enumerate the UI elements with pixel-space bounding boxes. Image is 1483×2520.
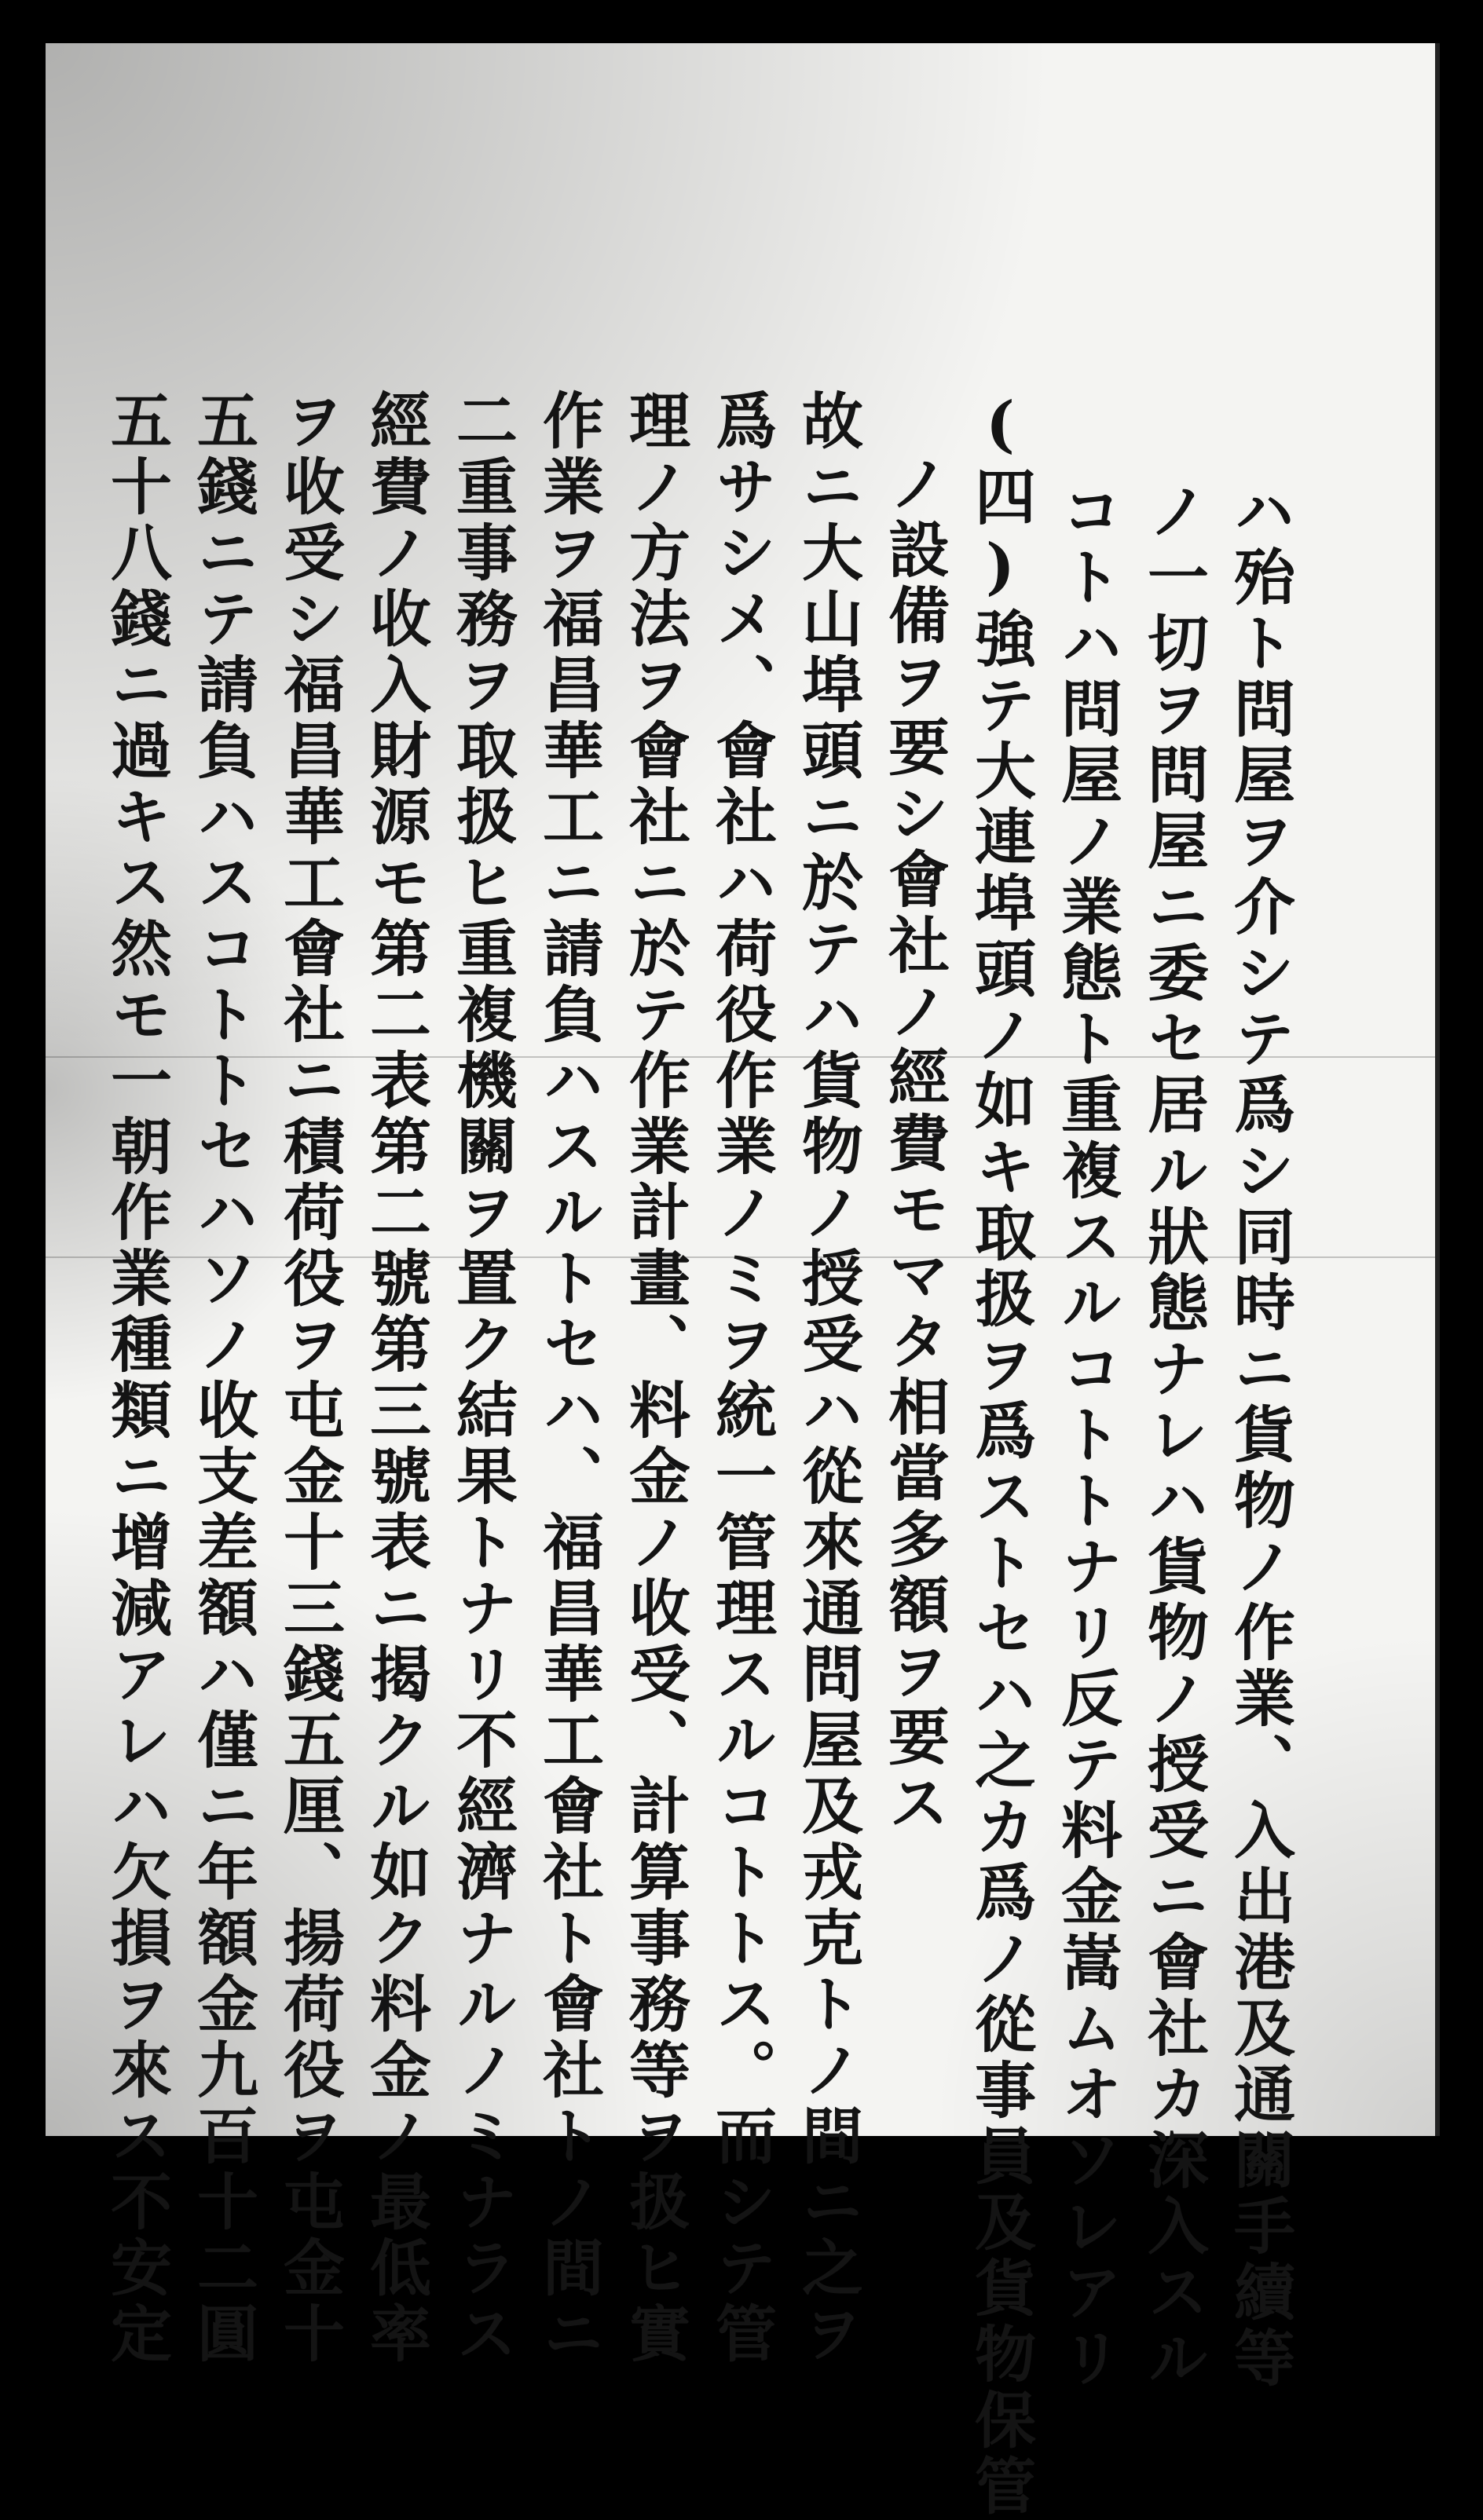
text-column-1: ハ殆ト問屋ヲ介シテ爲シ同時ニ貨物ノ作業、入出港及通關手續等: [1224, 479, 1295, 2392]
text-column-3: コトハ問屋ノ業態ト重複スルコトトナリ反テ料金嵩ムオソレアリ: [1051, 479, 1122, 2392]
text-column-6: 故ニ大山埠頭ニ於テハ貨物ノ授受ハ從來通問屋及戎克トノ間ニ之ヲ: [792, 389, 863, 2368]
text-column-9: 作業ヲ福昌華工ニ請負ハスルトセハ、福昌華工會社ト會社トノ間ニ: [533, 389, 604, 2368]
text-column-8: 理ノ方法ヲ會社ニ於テ作業計畫、料金ノ收受、計算事務等ヲ扱ヒ實: [619, 389, 690, 2368]
body-text: [101, 389, 1302, 2520]
text-column-2: ノ一切ヲ問屋ニ委セ居ル狀態ナレハ貨物ノ授受ニ會社カ深入スル: [1137, 479, 1209, 2392]
text-column-5: ノ設備ヲ要シ會社ノ經費モマタ相當多額ヲ要ス: [878, 452, 950, 1837]
text-column-13: 五錢ニテ請負ハスコトトセハソノ收支差額ハ僅ニ年額金九百十二圓: [187, 389, 258, 2368]
text-column-11: 經費ノ收入財源モ第二表第二號第三號表ニ揭クル如ク料金ノ最低率: [360, 389, 431, 2368]
text-column-4: (四)強テ大連埠頭ノ如キ取扱ヲ爲ストセハ之カ爲ノ從事員及貨物保管: [965, 389, 1036, 2520]
text-column-7: 爲サシメ、會社ハ荷役作業ノミヲ統一管理スルコトトス。而シテ管: [705, 389, 777, 2368]
text-column-12: ヲ收受シ福昌華工會社ニ積荷役ヲ屯金十三錢五厘、揚荷役ヲ屯金十: [273, 389, 345, 2368]
text-column-14: 五十八錢ニ過キス然モ一朝作業種類ニ增減アレハ欠損ヲ來ス不安定: [101, 389, 172, 2368]
text-column-10: 二重事務ヲ取扱ヒ重複機關ヲ置ク結果トナリ不經濟ナルノミナラス: [446, 389, 518, 2368]
document-page: [46, 43, 1440, 2520]
